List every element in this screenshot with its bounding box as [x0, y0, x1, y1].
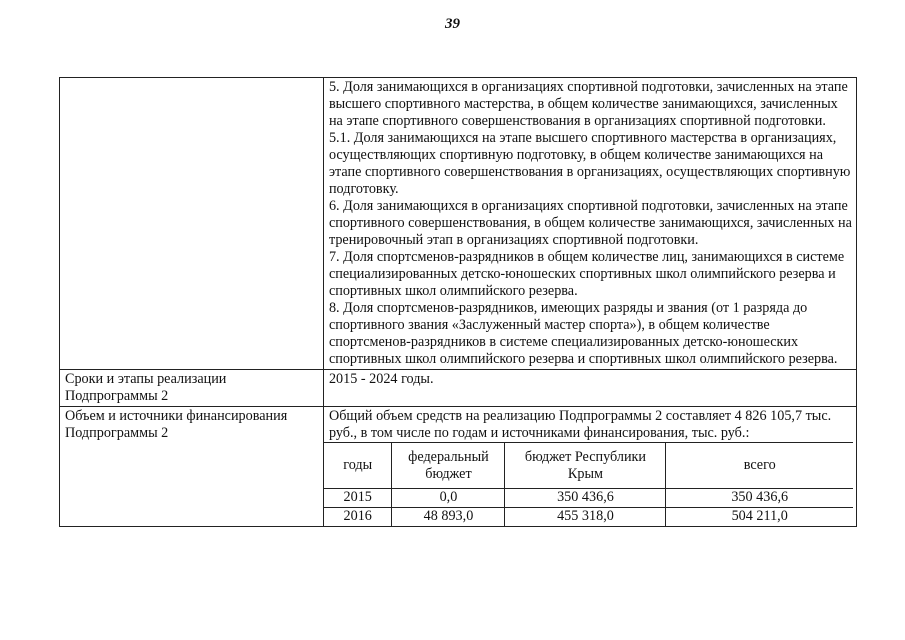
financing-cell — [323, 407, 856, 527]
row-federal: 0,0 — [392, 489, 505, 508]
indicator-5: 5. Доля занимающихся в организациях спортивной подготовки, зачисленных на этапе высшего спортивного мастерства, в общем количестве занимающихся, зачисленных на этапе спортивного совершенствования в организациях спортивной подготовки. — [328, 79, 848, 129]
table-row — [324, 489, 853, 508]
terms-label: Сроки и этапы реализации Подпрограммы 2 — [60, 370, 324, 407]
header-federal: федеральный бюджет — [392, 443, 505, 489]
header-republic: бюджет Республики Крым — [505, 443, 666, 489]
header-year: годы — [324, 443, 392, 489]
row-federal: 48 893,0 — [392, 508, 505, 527]
financing-table — [324, 442, 853, 526]
header-total: всего — [666, 443, 853, 489]
financing-header-row — [324, 443, 853, 489]
page-number: 39 — [445, 16, 460, 32]
table-row — [324, 508, 853, 527]
indicator-6: 6. Доля занимающихся в организациях спортивной подготовки, зачисленных на этапе спортивного совершенствования, в общем количестве занимающихся, зачисленных на тренировочный этап в организациях спортивной подготовки. — [328, 198, 852, 248]
financing-row — [60, 407, 857, 527]
indicators-cell — [323, 78, 856, 370]
terms-row — [60, 370, 857, 407]
passport-table — [59, 77, 857, 527]
row-total: 504 211,0 — [666, 508, 853, 527]
row-republic: 350 436,6 — [505, 489, 666, 508]
indicator-8: 8. Доля спортсменов-разрядников, имеющих разряды и звания (от 1 разряда до спортивного звания «Заслуженный мастер спорта»), в общем количестве спортсменов-разрядников в системе специализированных детско-юношеских спортивных школ олимпийского резерва и спортивных школ олимпийского резерва. — [328, 300, 838, 367]
row-year: 2015 — [324, 489, 392, 508]
row-total: 350 436,6 — [666, 489, 853, 508]
indicators-row — [60, 78, 857, 370]
indicators-label-cell — [60, 78, 324, 370]
financing-intro: Общий объем средств на реализацию Подпрограммы 2 составляет 4 826 105,7 тыс. руб., в том числе по годам и источниками финансирования, тыс. руб.: — [328, 408, 832, 441]
financing-label: Объем и источники финансирования Подпрограммы 2 — [60, 407, 324, 527]
row-republic: 455 318,0 — [505, 508, 666, 527]
terms-value: 2015 - 2024 годы. — [323, 370, 856, 407]
indicator-7: 7. Доля спортсменов-разрядников в общем количестве лиц, занимающихся в системе специализированных детско-юношеских спортивных школ олимпийского резерва и спортивных школ олимпийского резерва. — [328, 249, 845, 299]
indicator-5-1: 5.1. Доля занимающихся на этапе высшего спортивного мастерства в организациях, осуществляющих спортивную подготовку, в общем количестве занимающихся на этапе спортивного совершенствования в организациях, осуществляющих спортивную подготовку. — [328, 130, 851, 197]
row-year: 2016 — [324, 508, 392, 527]
